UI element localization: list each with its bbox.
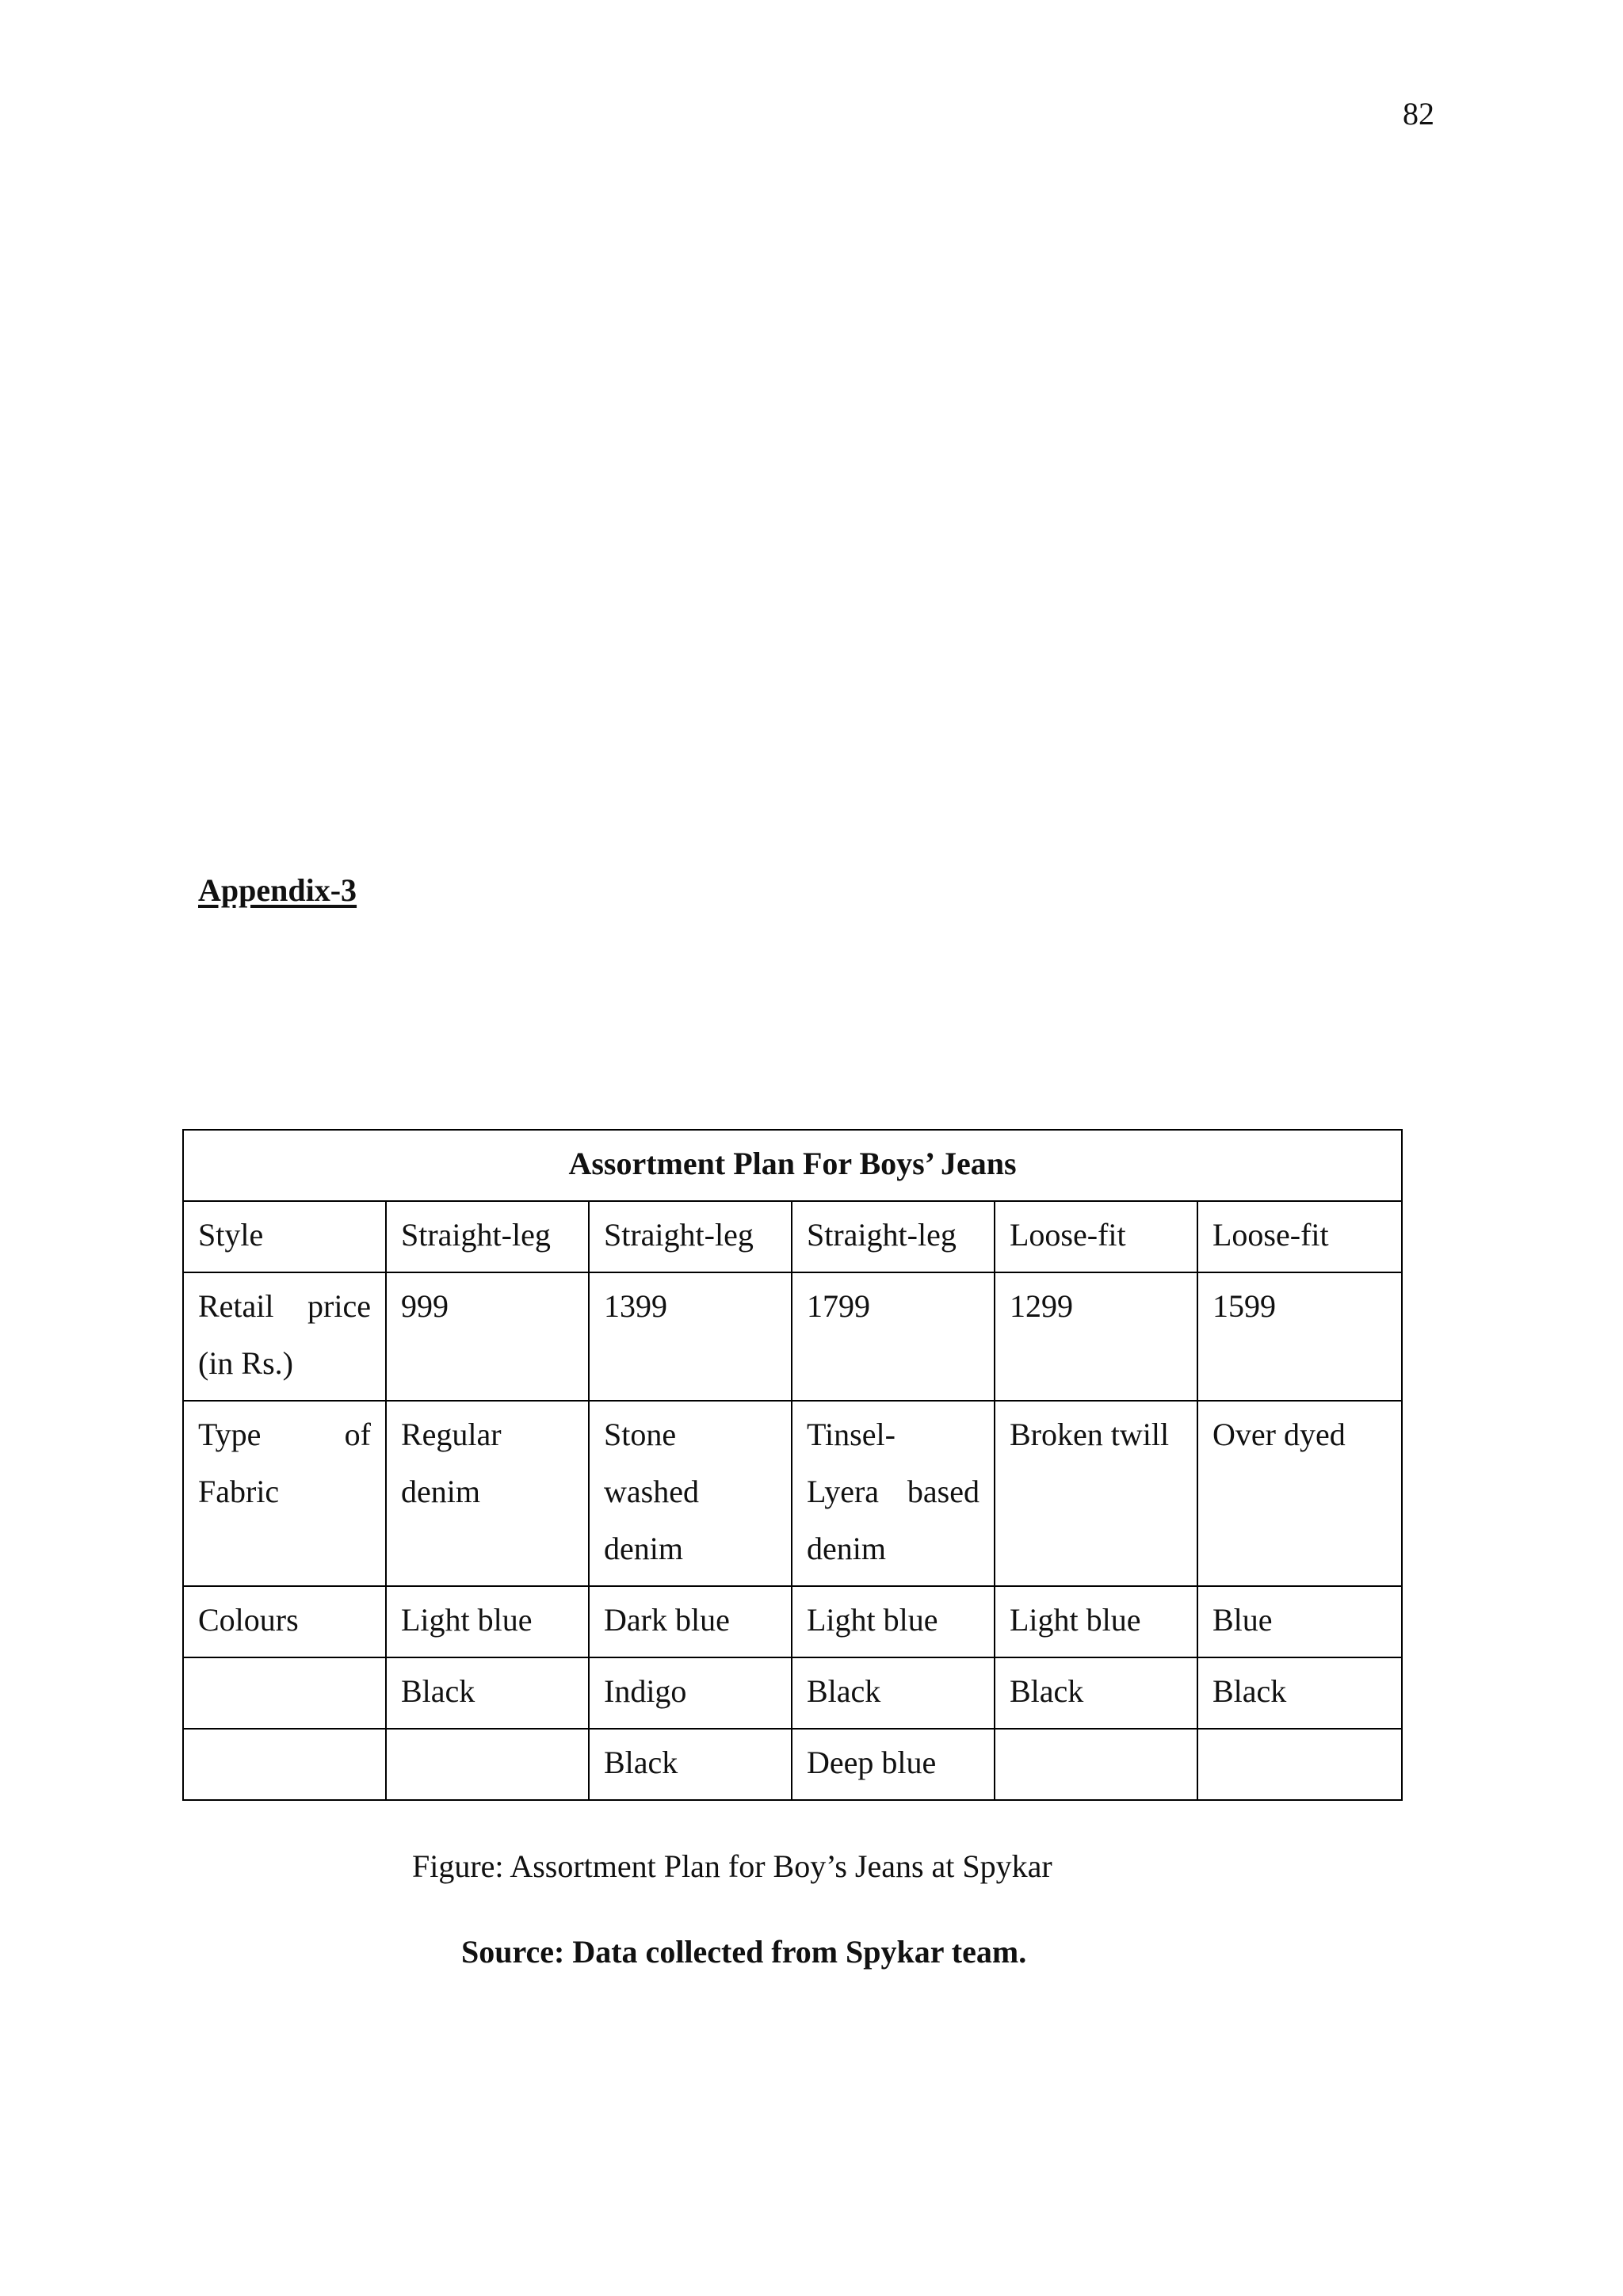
row-label-fabric bbox=[183, 1401, 386, 1586]
table-cell bbox=[386, 1729, 589, 1800]
cell-line: Broken twill bbox=[1010, 1417, 1170, 1452]
appendix-heading: Appendix-3 bbox=[198, 872, 357, 908]
table-cell: Light blue bbox=[386, 1586, 589, 1657]
cell-line: denim bbox=[401, 1474, 480, 1509]
table-cell: Straight-leg bbox=[386, 1201, 589, 1272]
colours-row bbox=[183, 1729, 1402, 1800]
table-cell: Straight-leg bbox=[589, 1201, 792, 1272]
table-cell: Blue bbox=[1197, 1586, 1402, 1657]
row-label-line: (in Rs.) bbox=[198, 1345, 293, 1381]
table-cell: Black bbox=[792, 1657, 995, 1729]
table-cell: Light blue bbox=[995, 1586, 1197, 1657]
colours-row bbox=[183, 1586, 1402, 1657]
cell-line: denim bbox=[807, 1531, 886, 1566]
table-cell: 1599 bbox=[1197, 1272, 1402, 1401]
table-cell bbox=[995, 1401, 1197, 1586]
table-cell: Loose-fit bbox=[995, 1201, 1197, 1272]
table-cell: Black bbox=[386, 1657, 589, 1729]
row-label-colours: Colours bbox=[183, 1586, 386, 1657]
row-label-line: Retail price bbox=[198, 1288, 371, 1324]
table-cell bbox=[1197, 1401, 1402, 1586]
cell-line: Stone bbox=[604, 1417, 677, 1452]
table-cell: Dark blue bbox=[589, 1586, 792, 1657]
table-cell: 999 bbox=[386, 1272, 589, 1401]
table-cell: Black bbox=[995, 1657, 1197, 1729]
cell-line: Regular bbox=[401, 1417, 502, 1452]
figure-caption: Figure: Assortment Plan for Boy’s Jeans at Spykar bbox=[412, 1848, 1052, 1884]
table-cell: Black bbox=[1197, 1657, 1402, 1729]
table-title: Assortment Plan For Boys’ Jeans bbox=[183, 1130, 1402, 1201]
fabric-row bbox=[183, 1401, 1402, 1586]
row-label-retail-price bbox=[183, 1272, 386, 1401]
cell-line: Over dyed bbox=[1212, 1417, 1346, 1452]
table-cell: Black bbox=[589, 1729, 792, 1800]
table-cell bbox=[589, 1401, 792, 1586]
table-cell bbox=[995, 1729, 1197, 1800]
cell-line: denim bbox=[604, 1531, 683, 1566]
cell-line: washed bbox=[604, 1474, 699, 1509]
table-cell: Light blue bbox=[792, 1586, 995, 1657]
row-label-style: Style bbox=[183, 1201, 386, 1272]
table-cell: 1299 bbox=[995, 1272, 1197, 1401]
table-cell: Indigo bbox=[589, 1657, 792, 1729]
table-cell: 1799 bbox=[792, 1272, 995, 1401]
assortment-plan-table bbox=[182, 1129, 1403, 1801]
table-cell: Loose-fit bbox=[1197, 1201, 1402, 1272]
page-number: 82 bbox=[1403, 96, 1434, 132]
cell-line: Lyera based bbox=[807, 1474, 980, 1509]
table-cell bbox=[1197, 1729, 1402, 1800]
colours-row bbox=[183, 1657, 1402, 1729]
table-cell: 1399 bbox=[589, 1272, 792, 1401]
table-cell: Straight-leg bbox=[792, 1201, 995, 1272]
table-cell bbox=[792, 1401, 995, 1586]
source-note: Source: Data collected from Spykar team. bbox=[461, 1934, 1027, 1970]
row-label-line: Fabric bbox=[198, 1474, 280, 1509]
row-label-line: Type of bbox=[198, 1417, 371, 1452]
table-cell: Deep blue bbox=[792, 1729, 995, 1800]
retail-price-row bbox=[183, 1272, 1402, 1401]
cell-line: Tinsel- bbox=[807, 1417, 896, 1452]
table-cell bbox=[183, 1657, 386, 1729]
table-cell bbox=[183, 1729, 386, 1800]
style-row bbox=[183, 1201, 1402, 1272]
table-cell bbox=[386, 1401, 589, 1586]
